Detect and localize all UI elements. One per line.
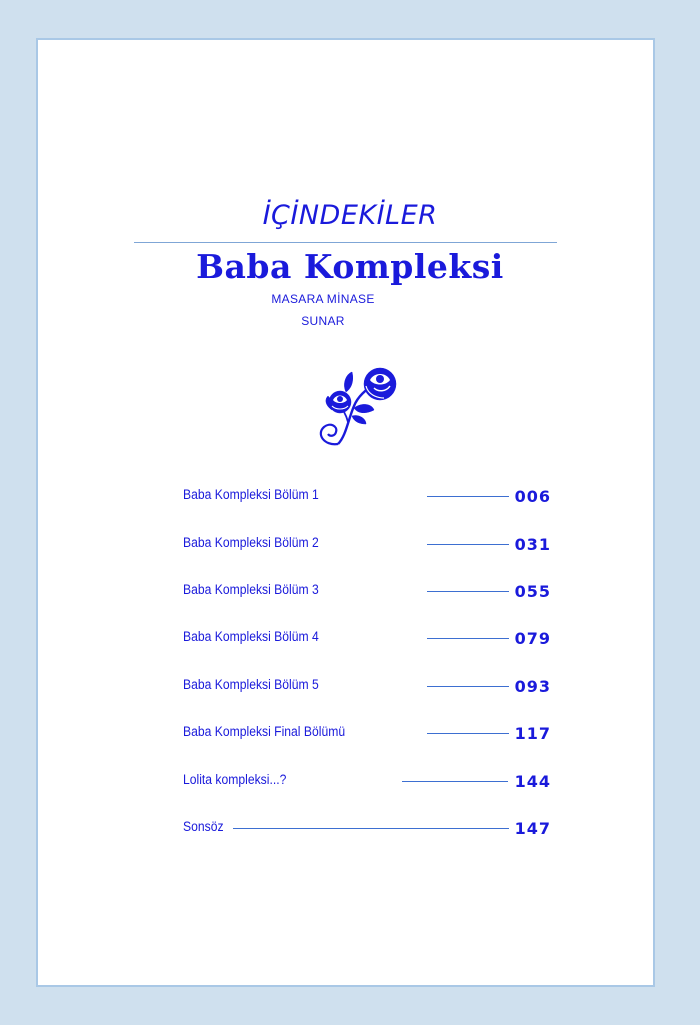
book-title: Baba Kompleksi — [196, 247, 504, 286]
toc-item-label: Lolita kompleksi...? — [183, 772, 287, 787]
toc-item-page: 147 — [514, 819, 551, 838]
toc-item-page: 079 — [514, 629, 551, 648]
toc-item-page: 031 — [514, 535, 551, 554]
toc-item[interactable] — [0, 627, 700, 653]
toc-item-label: Baba Kompleksi Bölüm 4 — [183, 629, 319, 644]
page-frame — [36, 38, 655, 987]
presenter-label: SUNAR — [301, 314, 345, 328]
toc-item[interactable] — [0, 580, 700, 606]
toc-item[interactable] — [0, 485, 700, 511]
toc-item-label: Baba Kompleksi Bölüm 2 — [183, 535, 319, 550]
toc-leader-line — [427, 496, 509, 497]
toc-item[interactable] — [0, 817, 700, 843]
toc-heading: İÇİNDEKİLER — [262, 200, 438, 231]
toc-item-page: 055 — [514, 582, 551, 601]
toc-item[interactable] — [0, 770, 700, 796]
toc-item-label: Sonsöz — [183, 819, 224, 834]
title-divider — [134, 242, 557, 243]
toc-item-label: Baba Kompleksi Bölüm 1 — [183, 487, 319, 502]
toc-item[interactable] — [0, 533, 700, 559]
toc-leader-line — [427, 733, 509, 734]
toc-leader-line — [233, 828, 509, 829]
toc-item-page: 144 — [514, 772, 551, 791]
toc-item-page: 093 — [514, 677, 551, 696]
toc-item[interactable] — [0, 722, 700, 748]
toc-item-label: Baba Kompleksi Bölüm 5 — [183, 677, 319, 692]
toc-leader-line — [427, 686, 509, 687]
toc-item[interactable] — [0, 675, 700, 701]
rose-icon — [308, 364, 404, 448]
toc-item-label: Baba Kompleksi Bölüm 3 — [183, 582, 319, 597]
toc-leader-line — [402, 781, 508, 782]
toc-item-page: 117 — [514, 724, 551, 743]
toc-leader-line — [427, 544, 509, 545]
toc-leader-line — [427, 591, 509, 592]
toc-item-page: 006 — [514, 487, 551, 506]
author-name: MASARA MİNASE — [271, 292, 375, 306]
toc-item-label: Baba Kompleksi Final Bölümü — [183, 724, 346, 739]
toc-leader-line — [427, 638, 509, 639]
